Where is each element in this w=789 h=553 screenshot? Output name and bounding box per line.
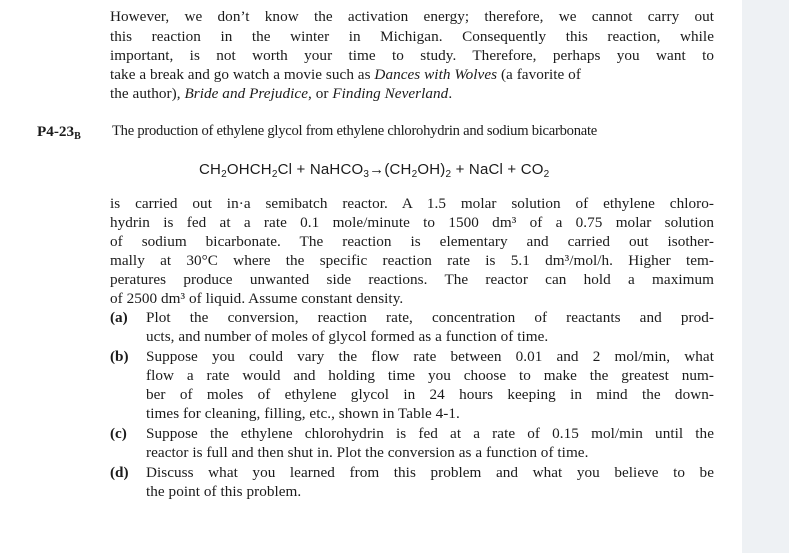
paragraph-line-5 <box>110 84 452 103</box>
eq-subscript: 3 <box>363 169 370 180</box>
movie-title-dances-with-wolves: Dances with Wolves <box>374 66 498 83</box>
eq-subscript: 2 <box>221 169 227 180</box>
page-edge-shadow <box>742 0 789 553</box>
part-b-line-3: ber of moles of ethylene glycol in 24 hours keeping in mind the down- <box>146 386 714 403</box>
eq-part: (CH <box>384 161 412 178</box>
problem-intro: The production of ethylene glycol from ethylene chlorohydrin and sodium bicarbonate <box>112 123 598 139</box>
body-line-1: is carried out in·a semibatch reactor. A 1.5 molar solution of ethylene chloro- <box>110 195 714 212</box>
eq-subscript: 2 <box>543 169 550 180</box>
paragraph-line-5-sep: , or <box>308 85 329 102</box>
part-a-line-2: ucts, and number of moles of glycol formed as a function of time. <box>146 328 549 345</box>
eq-subscript: 2 <box>445 169 452 180</box>
paragraph-line-5-end: . <box>448 85 453 102</box>
reaction-arrow: → <box>369 161 385 178</box>
body-line-5: peratures produce unwanted side reactions. The reactor can hold a maximum <box>110 271 714 288</box>
body-line-4: mally at 30°C where the specific reaction rate is 5.1 dm³/mol/h. Higher tem- <box>110 252 714 269</box>
part-d-line-2: the point of this problem. <box>146 483 302 500</box>
part-c-line-2: reactor is full and then shut in. Plot the conversion as a function of time. <box>146 444 589 461</box>
problem-number <box>37 122 81 146</box>
part-c-label: (c) <box>110 425 127 442</box>
paragraph-line-4-text: take a break and go watch a movie such as <box>110 66 371 83</box>
part-d-line-1: Discuss what you learned from this problem and what you believe to be <box>146 464 714 481</box>
paragraph-line-3: important, is not worth your time to study. Therefore, perhaps you want to <box>110 47 714 64</box>
eq-part: + NaCl + CO <box>451 161 544 178</box>
part-b-label: (b) <box>110 348 129 365</box>
paragraph-line-2: this reaction in the winter in Michigan. Consequently this reaction, while <box>110 28 714 45</box>
paragraph-line-4 <box>110 65 714 84</box>
paragraph-line-5-text: the author), <box>110 85 181 102</box>
part-b-line-2: flow a rate would and holding time you choose to make the greatest num- <box>146 367 714 384</box>
eq-part: OH) <box>417 161 446 178</box>
part-b-line-1: Suppose you could vary the flow rate between 0.01 and 2 mol/min, what <box>146 348 714 365</box>
eq-subscript: 2 <box>271 169 278 180</box>
eq-subscript: 2 <box>411 169 418 180</box>
paragraph-line-4-tail: (a favorite of <box>500 66 581 83</box>
movie-title-bride-and-prejudice: Bride and Prejudice <box>184 85 309 102</box>
movie-title-finding-neverland: Finding Neverland <box>332 85 449 102</box>
reaction-equation <box>199 160 549 184</box>
eq-part: CH <box>199 161 222 178</box>
paragraph-line-1: However, we don’t know the activation energy; therefore, we cannot carry out <box>110 8 714 25</box>
body-line-2: hydrin is fed at a rate 0.1 mole/minute to 1500 dm³ of a 0.75 molar solution <box>110 214 714 231</box>
body-line-6: of 2500 dm³ of liquid. Assume constant density. <box>110 290 404 307</box>
part-b-line-4: times for cleaning, filling, etc., shown in Table 4-1. <box>146 405 460 422</box>
part-a-label: (a) <box>110 309 128 326</box>
part-d-label: (d) <box>110 464 129 481</box>
part-c-line-1: Suppose the ethylene chlorohydrin is fed at a rate of 0.15 mol/min until the <box>146 425 714 442</box>
problem-difficulty: B <box>74 131 81 142</box>
eq-part: Cl + NaHCO <box>277 161 364 178</box>
part-a-line-1: Plot the conversion, reaction rate, concentration of reactants and prod- <box>146 309 714 326</box>
eq-part: OHCH <box>226 161 272 178</box>
body-line-3: of sodium bicarbonate. The reaction is elementary and carried out isother- <box>110 233 714 250</box>
problem-number-text: P4-23 <box>37 123 75 140</box>
